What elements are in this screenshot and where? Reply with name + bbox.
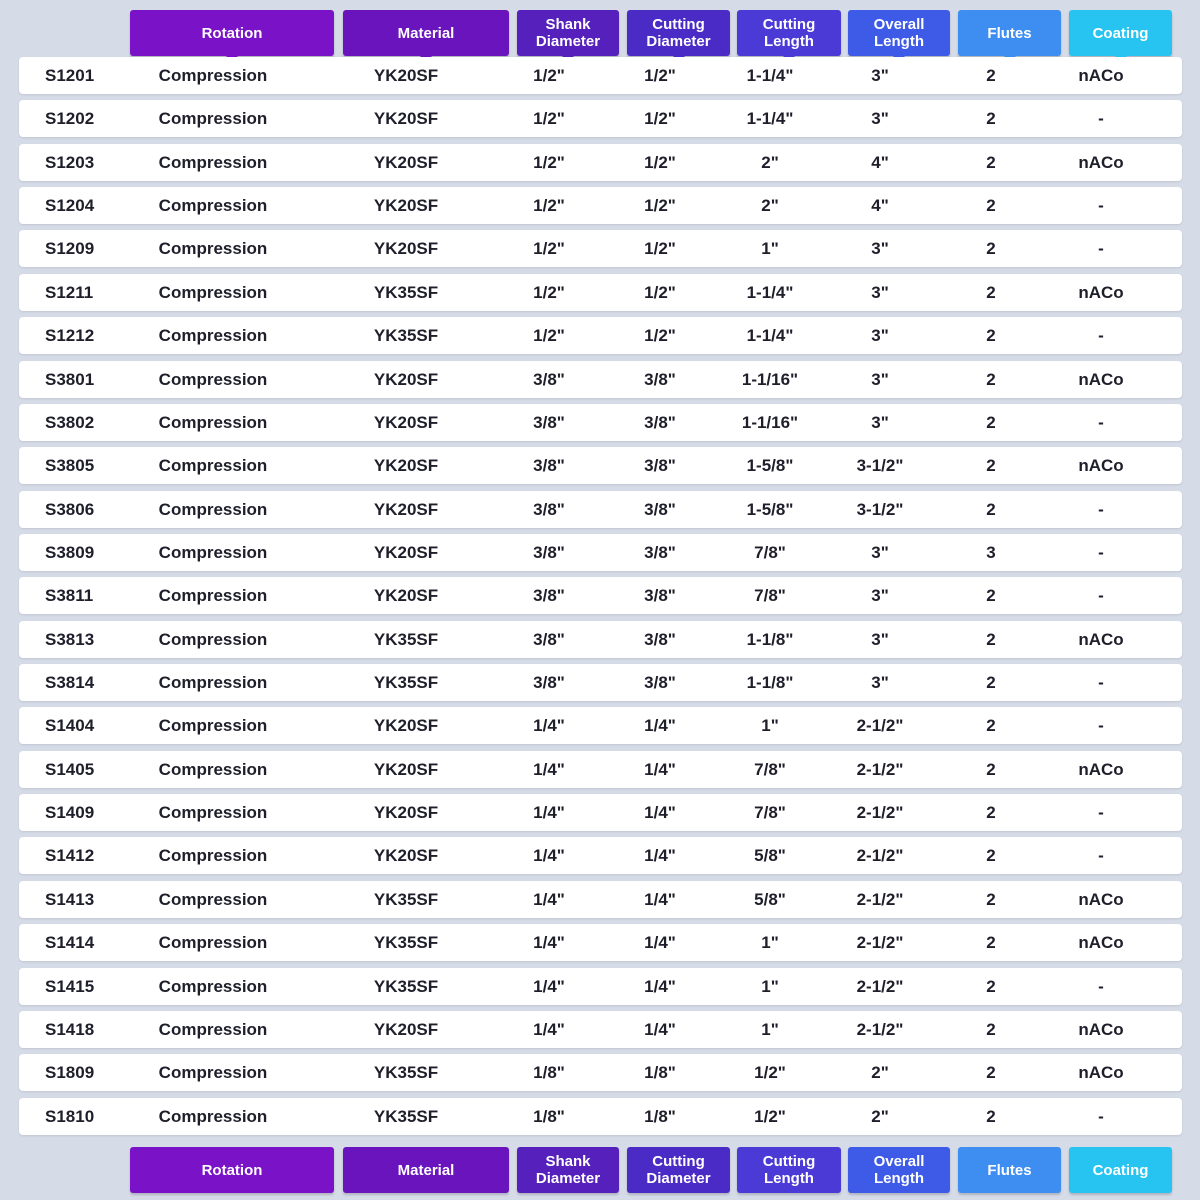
cell-overall-length: 2-1/2"	[856, 889, 904, 909]
cell-id: S1414	[45, 933, 95, 953]
cell-shank-diameter: 1/4"	[533, 1019, 565, 1039]
cell-cutting-length: 1-1/4"	[746, 109, 794, 129]
cell-coating: nACo	[1078, 456, 1124, 476]
cell-cutting-length: 1/2"	[754, 1063, 786, 1083]
cell-coating: nACo	[1078, 933, 1124, 953]
table-row	[19, 881, 1182, 918]
cell-material: YK20SF	[373, 803, 439, 823]
cell-cutting-length: 1-1/16"	[741, 369, 799, 389]
cell-shank-diameter: 1/8"	[533, 1063, 565, 1083]
cell-shank-diameter: 3/8"	[533, 586, 565, 606]
table-row	[19, 924, 1182, 961]
cell-rotation: Compression	[158, 109, 268, 129]
cell-shank-diameter: 1/2"	[533, 152, 565, 172]
cell-overall-length: 2-1/2"	[856, 803, 904, 823]
cell-coating: -	[1098, 326, 1104, 346]
cell-cutting-diameter: 1/8"	[644, 1106, 676, 1126]
cell-cutting-diameter: 1/2"	[644, 66, 676, 85]
cell-flutes: 2	[986, 66, 996, 85]
cell-flutes: 2	[986, 456, 996, 476]
cell-cutting-diameter: 1/4"	[644, 889, 676, 909]
cell-id: S1810	[45, 1106, 95, 1126]
cell-cutting-diameter: 3/8"	[644, 456, 676, 476]
cell-shank-diameter: 1/4"	[533, 889, 565, 909]
cell-flutes: 2	[986, 586, 996, 606]
table-row	[19, 187, 1182, 224]
cell-flutes: 2	[986, 933, 996, 953]
column-header-shank-diameter: Shank Diameter	[517, 10, 619, 56]
cell-rotation: Compression	[158, 1106, 268, 1126]
cell-cutting-length: 1-1/4"	[746, 66, 794, 85]
cell-overall-length: 3"	[871, 282, 889, 302]
cell-shank-diameter: 1/4"	[533, 759, 565, 779]
cell-coating: nACo	[1078, 759, 1124, 779]
cell-overall-length: 3"	[871, 239, 889, 259]
cell-shank-diameter: 1/2"	[533, 282, 565, 302]
column-header-material: Material	[343, 10, 509, 56]
cell-shank-diameter: 3/8"	[533, 456, 565, 476]
cell-flutes: 2	[986, 673, 996, 693]
cell-shank-diameter: 1/4"	[533, 803, 565, 823]
cell-cutting-diameter: 1/4"	[644, 846, 676, 866]
cell-rotation: Compression	[158, 803, 268, 823]
cell-overall-length: 2-1/2"	[856, 759, 904, 779]
cell-coating: -	[1098, 542, 1104, 562]
cell-flutes: 2	[986, 803, 996, 823]
cell-coating: -	[1098, 412, 1104, 432]
cell-cutting-diameter: 1/4"	[644, 759, 676, 779]
cell-coating: -	[1098, 586, 1104, 606]
cell-coating: -	[1098, 109, 1104, 129]
cell-flutes: 2	[986, 412, 996, 432]
cell-cutting-length: 1-1/4"	[746, 326, 794, 346]
cell-overall-length: 4"	[871, 152, 889, 172]
cell-rotation: Compression	[158, 1019, 268, 1039]
cell-shank-diameter: 3/8"	[533, 412, 565, 432]
table-row	[19, 664, 1182, 701]
spec-table	[19, 57, 1182, 1141]
cell-coating: -	[1098, 846, 1104, 866]
cell-material: YK20SF	[373, 1019, 439, 1039]
cell-cutting-length: 7/8"	[754, 759, 786, 779]
cell-material: YK20SF	[373, 456, 439, 476]
cell-coating: -	[1098, 499, 1104, 519]
cell-rotation: Compression	[158, 499, 268, 519]
cell-cutting-length: 7/8"	[754, 803, 786, 823]
cell-cutting-length: 1-1/4"	[746, 282, 794, 302]
column-header-coating: Coating	[1069, 10, 1172, 56]
cell-flutes: 2	[986, 499, 996, 519]
table-row	[19, 404, 1182, 441]
column-header-rotation: Rotation	[130, 10, 334, 56]
cell-overall-length: 2"	[871, 1063, 889, 1083]
cell-id: S3813	[45, 629, 95, 649]
cell-id: S1404	[45, 716, 95, 736]
cell-shank-diameter: 3/8"	[533, 542, 565, 562]
cell-id: S1409	[45, 803, 95, 823]
cell-cutting-length: 1"	[761, 1019, 779, 1039]
cell-material: YK20SF	[373, 499, 439, 519]
table-row	[19, 447, 1182, 484]
cell-id: S3806	[45, 499, 95, 519]
header-row-top	[0, 10, 1200, 58]
cell-material: YK20SF	[373, 239, 439, 259]
cell-cutting-diameter: 1/2"	[644, 239, 676, 259]
cell-material: YK35SF	[373, 976, 439, 996]
cell-overall-length: 2-1/2"	[856, 1019, 904, 1039]
table-row	[19, 794, 1182, 831]
cell-cutting-length: 1-1/8"	[746, 629, 794, 649]
table-row	[19, 1011, 1182, 1048]
table-row	[19, 837, 1182, 874]
cell-coating: nACo	[1078, 282, 1124, 302]
cell-cutting-diameter: 1/4"	[644, 976, 676, 996]
cell-flutes: 2	[986, 109, 996, 129]
cell-shank-diameter: 3/8"	[533, 499, 565, 519]
table-row	[19, 534, 1182, 571]
cell-id: S1203	[45, 152, 95, 172]
cell-shank-diameter: 1/2"	[533, 196, 565, 216]
cell-rotation: Compression	[158, 542, 268, 562]
cell-material: YK20SF	[373, 109, 439, 129]
cell-material: YK20SF	[373, 716, 439, 736]
cell-coating: nACo	[1078, 369, 1124, 389]
cell-shank-diameter: 1/4"	[533, 716, 565, 736]
table-row	[19, 274, 1182, 311]
cell-rotation: Compression	[158, 1063, 268, 1083]
cell-cutting-diameter: 1/4"	[644, 1019, 676, 1039]
cell-flutes: 2	[986, 889, 996, 909]
cell-rotation: Compression	[158, 673, 268, 693]
cell-shank-diameter: 1/2"	[533, 109, 565, 129]
cell-rotation: Compression	[158, 66, 268, 85]
table-row	[19, 57, 1182, 94]
cell-overall-length: 3"	[871, 326, 889, 346]
cell-id: S1201	[45, 66, 95, 85]
cell-coating: -	[1098, 716, 1104, 736]
cell-id: S1202	[45, 109, 95, 129]
cell-rotation: Compression	[158, 456, 268, 476]
table-row	[19, 144, 1182, 181]
cell-rotation: Compression	[158, 326, 268, 346]
cell-coating: -	[1098, 673, 1104, 693]
cell-overall-length: 3-1/2"	[856, 456, 904, 476]
column-header-cutting-diameter: Cutting Diameter	[627, 10, 730, 56]
cell-material: YK20SF	[373, 759, 439, 779]
column-header-rotation: Rotation	[130, 1147, 334, 1193]
cell-rotation: Compression	[158, 586, 268, 606]
cell-cutting-diameter: 1/8"	[644, 1063, 676, 1083]
cell-flutes: 2	[986, 1019, 996, 1039]
cell-material: YK20SF	[373, 196, 439, 216]
cell-flutes: 2	[986, 846, 996, 866]
cell-overall-length: 3"	[871, 412, 889, 432]
cell-cutting-diameter: 3/8"	[644, 369, 676, 389]
column-header-overall-length: Overall Length	[848, 10, 950, 56]
cell-id: S3814	[45, 673, 95, 693]
table-row	[19, 707, 1182, 744]
cell-cutting-diameter: 3/8"	[644, 412, 676, 432]
cell-id: S1211	[45, 282, 94, 302]
cell-cutting-length: 1-5/8"	[746, 456, 794, 476]
header-row-bottom	[0, 1147, 1200, 1195]
cell-cutting-diameter: 1/4"	[644, 803, 676, 823]
cell-id: S1412	[45, 846, 95, 866]
cell-rotation: Compression	[158, 933, 268, 953]
cell-material: YK35SF	[373, 933, 439, 953]
table-row	[19, 317, 1182, 354]
cell-id: S1415	[45, 976, 95, 996]
cell-overall-length: 3-1/2"	[856, 499, 904, 519]
cell-flutes: 2	[986, 239, 996, 259]
cell-cutting-diameter: 3/8"	[644, 629, 676, 649]
cell-shank-diameter: 1/4"	[533, 976, 565, 996]
cell-id: S1212	[45, 326, 95, 346]
cell-cutting-length: 1-1/16"	[741, 412, 799, 432]
cell-flutes: 2	[986, 759, 996, 779]
cell-rotation: Compression	[158, 196, 268, 216]
table-row	[19, 361, 1182, 398]
cell-flutes: 2	[986, 629, 996, 649]
cell-cutting-length: 1"	[761, 239, 779, 259]
cell-coating: -	[1098, 976, 1104, 996]
column-header-flutes: Flutes	[958, 10, 1061, 56]
cell-id: S1418	[45, 1019, 95, 1039]
column-header-overall-length: Overall Length	[848, 1147, 950, 1193]
cell-cutting-length: 1-5/8"	[746, 499, 794, 519]
cell-overall-length: 3"	[871, 629, 889, 649]
column-header-shank-diameter: Shank Diameter	[517, 1147, 619, 1193]
table-row	[19, 491, 1182, 528]
cell-coating: nACo	[1078, 889, 1124, 909]
cell-overall-length: 3"	[871, 586, 889, 606]
cell-shank-diameter: 1/4"	[533, 933, 565, 953]
cell-overall-length: 2-1/2"	[856, 933, 904, 953]
cell-shank-diameter: 1/8"	[533, 1106, 565, 1126]
cell-overall-length: 4"	[871, 196, 889, 216]
cell-flutes: 3	[986, 542, 996, 562]
cell-shank-diameter: 3/8"	[533, 369, 565, 389]
cell-shank-diameter: 1/2"	[533, 239, 565, 259]
cell-coating: -	[1098, 196, 1104, 216]
cell-overall-length: 2-1/2"	[856, 846, 904, 866]
cell-rotation: Compression	[158, 282, 268, 302]
cell-cutting-length: 5/8"	[754, 846, 786, 866]
cell-material: YK20SF	[373, 586, 439, 606]
cell-material: YK20SF	[373, 369, 439, 389]
cell-cutting-length: 2"	[761, 152, 779, 172]
cell-overall-length: 2"	[871, 1106, 889, 1126]
cell-cutting-diameter: 1/2"	[644, 326, 676, 346]
cell-cutting-diameter: 1/2"	[644, 152, 676, 172]
cell-rotation: Compression	[158, 239, 268, 259]
cell-coating: -	[1098, 803, 1104, 823]
cell-flutes: 2	[986, 196, 996, 216]
cell-rotation: Compression	[158, 369, 268, 389]
cell-material: YK20SF	[373, 542, 439, 562]
cell-overall-length: 3"	[871, 66, 889, 85]
cell-coating: -	[1098, 1106, 1104, 1126]
cell-cutting-length: 5/8"	[754, 889, 786, 909]
cell-id: S1209	[45, 239, 95, 259]
table-row	[19, 1098, 1182, 1135]
cell-cutting-length: 1"	[761, 716, 779, 736]
cell-rotation: Compression	[158, 716, 268, 736]
cell-flutes: 2	[986, 976, 996, 996]
cell-coating: nACo	[1078, 629, 1124, 649]
cell-flutes: 2	[986, 369, 996, 389]
cell-id: S1405	[45, 759, 95, 779]
cell-material: YK35SF	[373, 673, 439, 693]
cell-overall-length: 3"	[871, 542, 889, 562]
cell-material: YK35SF	[373, 1106, 439, 1126]
cell-coating: nACo	[1078, 66, 1124, 85]
cell-id: S3805	[45, 456, 95, 476]
cell-shank-diameter: 3/8"	[533, 629, 565, 649]
cell-shank-diameter: 3/8"	[533, 673, 565, 693]
cell-rotation: Compression	[158, 889, 268, 909]
table-row	[19, 968, 1182, 1005]
column-header-coating: Coating	[1069, 1147, 1172, 1193]
cell-cutting-diameter: 1/2"	[644, 109, 676, 129]
cell-overall-length: 2-1/2"	[856, 716, 904, 736]
column-header-flutes: Flutes	[958, 1147, 1061, 1193]
cell-overall-length: 3"	[871, 369, 889, 389]
cell-shank-diameter: 1/2"	[533, 326, 565, 346]
table-row	[19, 577, 1182, 614]
cell-cutting-diameter: 1/2"	[644, 196, 676, 216]
cell-shank-diameter: 1/4"	[533, 846, 565, 866]
cell-id: S3811	[45, 586, 94, 606]
cell-rotation: Compression	[158, 152, 268, 172]
cell-id: S1413	[45, 889, 95, 909]
cell-cutting-length: 7/8"	[754, 542, 786, 562]
cell-rotation: Compression	[158, 846, 268, 866]
cell-cutting-diameter: 1/4"	[644, 933, 676, 953]
cell-id: S3801	[45, 369, 95, 389]
cell-cutting-diameter: 1/2"	[644, 282, 676, 302]
cell-flutes: 2	[986, 152, 996, 172]
cell-cutting-length: 1/2"	[754, 1106, 786, 1126]
cell-coating: nACo	[1078, 152, 1124, 172]
table-row	[19, 1054, 1182, 1091]
cell-flutes: 2	[986, 1063, 996, 1083]
cell-flutes: 2	[986, 716, 996, 736]
cell-rotation: Compression	[158, 759, 268, 779]
cell-overall-length: 2-1/2"	[856, 976, 904, 996]
cell-flutes: 2	[986, 1106, 996, 1126]
cell-cutting-length: 1"	[761, 933, 779, 953]
cell-cutting-length: 1-1/8"	[746, 673, 794, 693]
table-row	[19, 621, 1182, 658]
cell-cutting-diameter: 3/8"	[644, 586, 676, 606]
cell-rotation: Compression	[158, 976, 268, 996]
cell-material: YK20SF	[373, 846, 439, 866]
cell-cutting-diameter: 3/8"	[644, 542, 676, 562]
cell-flutes: 2	[986, 282, 996, 302]
cell-flutes: 2	[986, 326, 996, 346]
cell-rotation: Compression	[158, 629, 268, 649]
cell-overall-length: 3"	[871, 109, 889, 129]
cell-material: YK35SF	[373, 889, 439, 909]
column-header-cutting-length: Cutting Length	[737, 10, 841, 56]
cell-material: YK20SF	[373, 66, 439, 85]
cell-cutting-diameter: 3/8"	[644, 673, 676, 693]
cell-id: S3802	[45, 412, 95, 432]
cell-material: YK20SF	[373, 412, 439, 432]
cell-shank-diameter: 1/2"	[533, 66, 565, 85]
table-row	[19, 230, 1182, 267]
cell-cutting-length: 7/8"	[754, 586, 786, 606]
column-header-material: Material	[343, 1147, 509, 1193]
cell-id: S1809	[45, 1063, 95, 1083]
cell-cutting-diameter: 3/8"	[644, 499, 676, 519]
cell-coating: -	[1098, 239, 1104, 259]
column-header-cutting-length: Cutting Length	[737, 1147, 841, 1193]
cell-coating: nACo	[1078, 1063, 1124, 1083]
cell-id: S1204	[45, 196, 95, 216]
cell-cutting-diameter: 1/4"	[644, 716, 676, 736]
cell-material: YK35SF	[373, 1063, 439, 1083]
cell-material: YK20SF	[373, 152, 439, 172]
cell-coating: nACo	[1078, 1019, 1124, 1039]
cell-id: S3809	[45, 542, 95, 562]
cell-material: YK35SF	[373, 326, 439, 346]
column-header-cutting-diameter: Cutting Diameter	[627, 1147, 730, 1193]
cell-cutting-length: 1"	[761, 976, 779, 996]
cell-rotation: Compression	[158, 412, 268, 432]
cell-overall-length: 3"	[871, 673, 889, 693]
cell-cutting-length: 2"	[761, 196, 779, 216]
table-row	[19, 100, 1182, 137]
cell-material: YK35SF	[373, 629, 439, 649]
cell-material: YK35SF	[373, 282, 439, 302]
table-row	[19, 751, 1182, 788]
